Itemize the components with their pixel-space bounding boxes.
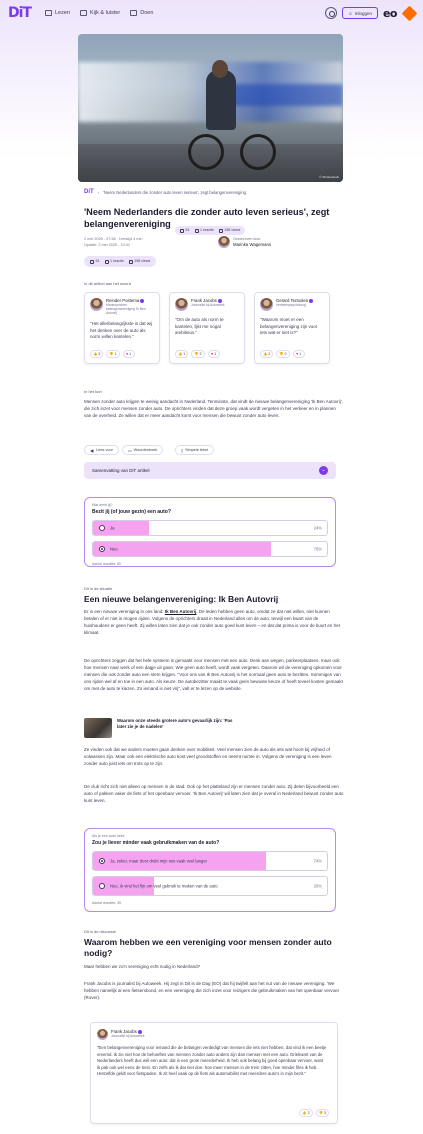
quote-head: [97, 1029, 331, 1040]
opinions-label: In dit artikel aan het woord: [84, 281, 131, 286]
breadcrumb-current: 'Neem Nederlanders die zonder auto leven serieus', zegt belangenvereniging: [103, 189, 246, 195]
opinion-head: [260, 298, 324, 311]
opinion-quote: "Waarom moet er een belangenvereniging zijn voor iets wat er niet is?": [260, 317, 318, 335]
thumbs-down-button[interactable]: [191, 350, 204, 358]
nav-kijk-luister[interactable]: [80, 10, 120, 16]
thumbs-down-button[interactable]: [276, 350, 289, 358]
tram-blur-blue: [228, 84, 343, 106]
section-paragraph: [84, 608, 344, 636]
thumbs-up-button[interactable]: [299, 1109, 312, 1117]
thumbs-down-button[interactable]: [106, 350, 119, 358]
heart-icon: ♥: [126, 352, 129, 356]
reaction-value: 1 reactie: [200, 228, 214, 233]
thumbs-down-button[interactable]: [316, 1109, 329, 1117]
comment-icon: [105, 260, 109, 264]
reaction-bar: [299, 1109, 329, 1117]
thumbs-up-button[interactable]: [260, 350, 273, 358]
chevron-right-icon: ›: [97, 189, 100, 195]
chevron-down-icon: ⌄: [319, 466, 328, 475]
search-icon[interactable]: [325, 7, 337, 19]
avatar: [90, 298, 103, 311]
label: Lees voor: [96, 448, 113, 452]
nav-label: Doen: [140, 10, 154, 16]
like-count[interactable]: [180, 228, 190, 232]
poll-question: Zou je liever minder vaak gebruikmaken van de auto?: [92, 840, 220, 846]
poll-kicker: Als je een auto hebt:: [92, 834, 125, 838]
quote-card[interactable]: [90, 1022, 338, 1124]
poll-response-count: Aantal reacties: 80: [92, 562, 121, 566]
heart-icon: ♥: [296, 352, 299, 356]
count: 2: [268, 352, 271, 356]
like-value: 51: [185, 228, 190, 233]
opinion-person: [191, 298, 225, 307]
poll-question: Bezit jij (of jouw gezin) een auto?: [92, 509, 171, 515]
poll-percentage: 74%: [313, 858, 322, 864]
reaction-count[interactable]: [105, 259, 124, 263]
avatar: [260, 298, 273, 311]
user-icon: ☺: [348, 10, 353, 16]
heart-button[interactable]: [123, 350, 135, 358]
glossary-button[interactable]: [122, 445, 163, 455]
thumbs-down-icon: 👎: [279, 352, 284, 356]
section-kicker: Dit is de situatie: [84, 586, 113, 591]
nav-doen[interactable]: [130, 10, 153, 16]
poll-option-label: Nee, ik vind het fijn om veel gebruik te maken van de auto: [110, 883, 218, 889]
avatar: [175, 298, 188, 311]
in-short-text: Mensen zonder auto krijgen te weinig aandacht in Nederland. Tenminste, dat vindt de nieuwe belangenvereniging 'Ik Ben Autovrij', die zich inzet voor mensen zonder auto. De oprichters vinden dat deze groep vaak wordt vergeten in het verkeer en in plannen van de overheid. Ze willen dat er meer aandacht komt voor mensen die bewust zonder auto leven.: [84, 399, 343, 418]
quote-role: Journalist bij Autoweek: [111, 1034, 145, 1038]
section-heading: Een nieuwe belangenvereniging: Ik Ben Autovrij: [84, 594, 279, 604]
count: 1: [214, 352, 217, 356]
poll-fill: [93, 542, 271, 556]
quote-person: [111, 1029, 145, 1038]
opinion-person: [276, 298, 313, 307]
label: Simpele tekst: [185, 448, 208, 452]
poll-option-label: Ja, zeker, maar door drukt mijn reis vaak veel langer: [110, 858, 208, 864]
thumbs-down-icon: 👎: [318, 1111, 324, 1115]
radio-button[interactable]: [99, 883, 105, 889]
opinion-head: [175, 298, 239, 311]
thumbs-up-icon: 👍: [302, 1111, 307, 1115]
reaction-bar: [175, 350, 220, 358]
poll-percentage: 26%: [313, 883, 322, 889]
count: 2: [307, 1111, 310, 1115]
thumb-icon: [180, 229, 184, 233]
book-icon: ▭: [128, 448, 132, 453]
verified-icon: [140, 299, 144, 303]
opinion-card[interactable]: [254, 292, 330, 364]
reaction-bar: [260, 350, 305, 358]
bicycle-wheel: [240, 134, 276, 170]
author-label: Geschreven door: [233, 237, 261, 241]
view-value: 198 views: [224, 228, 241, 233]
author-name: Marinka Wagemans: [233, 242, 272, 247]
section-paragraph: De oprichters zeggen dat het hele systeem is gemaakt voor mensen met een auto. Denk aan wegen, parkeerplaatsen, maar ook hoe mensen naar werk of een dagje uit gaan. Wie geen auto heeft, wordt vaak vergeten. Daarom wil de vereniging opkomen voor mensen die ook zonder auto een stem krijgen. "Voor ons van Ik Ben Autovrij is het normaal geen auto te bezitten. Sommigen van ons rijden wel af en toe in een auto. Als keuze. De autobezitter maakt te vaak geen bewuste keuze of heeft teveel kosten gemaakt om met de auto te kiezen. Zo iemand is niet vrij", valt er te lezen op de website.: [84, 658, 343, 691]
opinion-role: Journalist bij Autoweek: [191, 303, 225, 307]
name-text: Reinder Postema: [106, 298, 140, 303]
count: 0: [284, 352, 287, 356]
thumbs-up-button[interactable]: [175, 350, 188, 358]
heart-button[interactable]: [293, 350, 305, 358]
poll-car-ownership: [84, 497, 336, 567]
like-count[interactable]: [90, 259, 100, 263]
poll-option-label: Nee: [110, 546, 118, 552]
poll-option-label: Ja: [110, 525, 115, 531]
verified-icon: [309, 299, 313, 303]
section-paragraph: Frank Jacobs is journalist bij Autoweek. Hij zegt in Dit is de Dag (EO) dat hij twijfelt aan het nut van de nieuwe vereniging. 'We hebben namelijk al een fietsersbond, en een vereniging die zich inzet voor reizigers die gebruikmaken van het openbaar vervoer (Rover).: [84, 981, 340, 1000]
breadcrumb-home[interactable]: DiT: [84, 189, 94, 195]
reaction-value: 1 reactie: [110, 259, 124, 264]
section-paragraph: Maar hebben we zo'n vereniging echt nodig in Nederland?: [84, 964, 201, 969]
count: 1: [183, 352, 186, 356]
poll-option[interactable]: [92, 520, 328, 536]
header-actions: [325, 7, 415, 20]
section-paragraph: Ze vinden ook dat we anders moeten gaan denken over mobiliteit. Veel mensen zien de auto als iets wat hoort bij vrijheid of volwassen zijn. Maar ook een elektrische auto kost veel grondstoffen en neemt ruimte in. Volgens de vereniging is een leven zonder auto juist iets om trots op te zijn.: [84, 747, 332, 766]
summary-label: Samenvatting van DiT artikel: [92, 468, 150, 473]
count: 1: [129, 352, 132, 356]
like-value: 51: [95, 259, 100, 264]
opinion-card[interactable]: [169, 292, 245, 364]
radio-button-checked[interactable]: [99, 546, 105, 552]
poll-response-count: Aantal reacties: 35: [92, 901, 121, 905]
opinion-head: [90, 298, 154, 315]
poll-percentage: 24%: [313, 525, 322, 531]
text: Er is een nieuwe vereniging in ons land:: [84, 609, 165, 614]
npo-logo-icon[interactable]: [402, 5, 418, 21]
opinion-quote: "Om de auto als norm te kantelen, lijkt me nogal ambitieus.": [175, 317, 224, 335]
thumbs-up-icon: 👍: [263, 352, 268, 356]
cyclist: [206, 70, 236, 130]
thumbs-up-icon: 👍: [178, 352, 183, 356]
related-article[interactable]: [84, 718, 237, 738]
chart-icon: [219, 229, 223, 233]
view-count: [219, 228, 240, 232]
quote-text: "Een belangenvereniging voor iemand die de belangen verdedigt van mensen die iets niet hebben, dat vind ik een beetje vreemd. Ik zie niet hoe de behoeftes van mensen zonder auto anders zijn dan mensen met een auto. Driekwart van de Nederlanders heeft dus wél een auto: dat is een grote meerderheid. Ik heb ook belang bij goed openbaar vervoer, want ik pak ook wel eens de trein. En zelfs als ik dat niet doe: hoe meer mensen in de trein zitten, hoe minder files ik heb. Hetzelfde geldt voor fietspaden. Ik zit heel vaak op de fiets als automobilist met meerdere auto's in mijn bezit.": [97, 1045, 327, 1077]
poll-option[interactable]: [92, 851, 328, 871]
thumb-icon: [90, 260, 94, 264]
radio-button-checked[interactable]: [99, 858, 105, 864]
comment-icon: [195, 229, 199, 233]
opinion-quote: "Het allerbelangrijkste is dat wij het denken over de auto als norm willen kantelen.": [90, 321, 153, 339]
name-text: Frank Jacobs: [111, 1029, 137, 1034]
article-stats-inline: [175, 226, 245, 235]
section-paragraph: De club richt zich niet alleen op mensen in de stad. Ook op het platteland zijn er mensen zonder auto. Zij delen bijvoorbeeld een auto of pakken vaker de fiets of het openbaar vervoer. 'Ik Ben Autovrij' wil laten zien dat je overal in Nederland bewust zonder auto kunt leven.: [84, 784, 344, 803]
heart-button[interactable]: [208, 350, 220, 358]
opinion-role: Verkeerspsycholoog: [276, 303, 306, 307]
article-stats: [84, 256, 156, 267]
read-aloud-button[interactable]: [84, 445, 119, 455]
view-value: 198 views: [134, 259, 151, 264]
login-label: Inloggen: [354, 10, 372, 16]
speaker-icon: ◀): [90, 448, 95, 453]
count: 1: [114, 352, 117, 356]
nav-label: Lezen: [54, 10, 70, 16]
name-text: Frank Jacobs: [191, 298, 217, 303]
bicycle-wheel: [188, 134, 224, 170]
book-icon: [45, 10, 52, 16]
related-title: Waarom onze steeds grotere auto's gevaarlijk zijn: 'Pas later zie je de nadelen': [117, 718, 233, 729]
avatar: [97, 1029, 108, 1040]
section-heading: Waarom hebben we een vereniging voor mensen zonder auto nodig?: [84, 937, 332, 958]
nav-lezen[interactable]: [45, 10, 70, 16]
site-header: [0, 0, 423, 26]
radio-button[interactable]: [99, 525, 105, 531]
thumbs-up-icon: 👍: [93, 352, 98, 356]
chart-icon: [129, 260, 133, 264]
simple-text-button[interactable]: [175, 445, 214, 455]
hero-image: [78, 34, 343, 182]
image-credit: © Shutterstock: [319, 175, 339, 179]
text: . De leden hebben geen auto, omdat ze dat niet willen, niet kunnen betalen of er niet in mogen rijden. Volgens de oprichters draait in Nederland alles om de auto, terwijl een kwart van de huishoudens er geen heeft. Zij willen laten zien dat je ook zonder auto goed kunt leven – en dat dat prima is voor de buurt en het klimaat.: [84, 609, 340, 635]
play-icon: [80, 10, 87, 16]
reaction-count[interactable]: [195, 228, 214, 232]
count: 2: [199, 352, 202, 356]
article-title: 'Neem Nederlanders die zonder auto leven serieus', zegt belangenvereniging: [84, 207, 330, 229]
thumbs-up-button[interactable]: [90, 350, 103, 358]
publish-date: 2 mei 2025 - 07:58 · Leestijd 4 min: [84, 237, 143, 241]
label: Woordenboek: [133, 448, 158, 452]
related-thumbnail: [84, 718, 112, 738]
poll-percentage: 76%: [313, 546, 322, 552]
ik-ben-autovrij-link[interactable]: Ik Ben Autovrij: [164, 609, 197, 614]
author-avatar: [218, 236, 230, 248]
in-short-label: In het kort: [84, 389, 102, 394]
dit-logo[interactable]: DiT: [8, 5, 31, 21]
name-text: Gerard Tertoolen: [276, 298, 309, 303]
breadcrumb: [84, 189, 246, 195]
thumbs-down-icon: 👎: [109, 352, 114, 356]
poll-less-car-use: [84, 828, 336, 912]
login-button[interactable]: [342, 7, 378, 19]
nav-label: Kijk & luister: [89, 10, 121, 16]
count: 1: [299, 352, 302, 356]
opinion-card[interactable]: [84, 292, 160, 364]
poll-option[interactable]: [92, 876, 328, 896]
opinion-role: Medeoprichter belangenvereniging 'Ik Ben Autovrij': [106, 303, 146, 315]
article-meta: [84, 237, 142, 248]
section-kicker: Dit is de discussie: [84, 929, 117, 934]
thumbs-down-icon: 👎: [194, 352, 199, 356]
cyclist-head: [212, 60, 228, 78]
summary-accordion[interactable]: [84, 462, 336, 479]
eo-logo[interactable]: eo: [382, 6, 397, 20]
author-text: [233, 237, 271, 247]
count: 3: [324, 1111, 326, 1115]
count: 3: [98, 352, 101, 356]
document-icon: ▯: [181, 448, 184, 453]
heart-icon: ♥: [211, 352, 214, 356]
opinion-person: [106, 298, 154, 315]
author-block[interactable]: [218, 236, 271, 248]
view-count: [129, 259, 150, 263]
update-date: Update: 2 mei 2025 - 10:41: [84, 242, 131, 247]
poll-option[interactable]: [92, 541, 328, 557]
poll-kicker: Wat denk jij?: [92, 503, 113, 507]
reaction-bar: [90, 350, 135, 358]
pencil-icon: [130, 10, 137, 16]
